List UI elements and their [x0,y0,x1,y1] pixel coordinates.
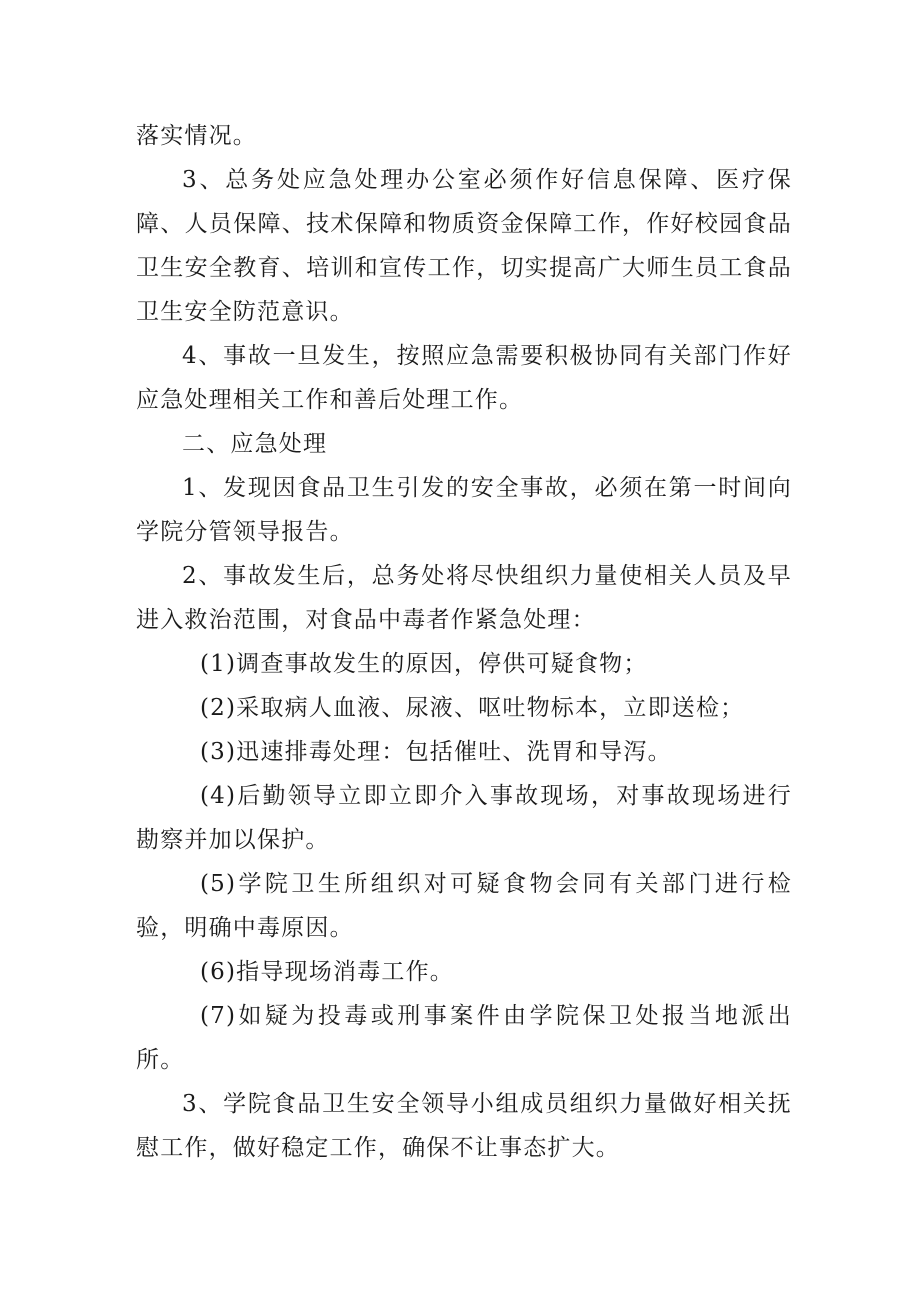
paragraph-continuation: 落实情况。 [136,123,257,149]
paragraph-item-3-final: 3、学院食品卫生安全领导小组成员组织力量做好相关抚慰工作，做好稳定工作，确保不让事态扩大。 [136,1091,792,1161]
sub-item-2: (2)采取病人血液、尿液、呕吐物标本，立即送检； [200,695,745,721]
sub-item-1: (1)调查事故发生的原因，停供可疑食物； [200,651,648,677]
sub-item-5: (5)学院卫生所组织对可疑食物会同有关部门进行检验，明确中毒原因。 [136,871,792,941]
paragraph-item-2: 2、事故发生后，总务处将尽快组织力量使相关人员及早进入救治范围，对食品中毒者作紧急处理： [136,563,792,633]
document-body [136,114,792,1170]
paragraph-item-4: 4、事故一旦发生，按照应急需要积极协同有关部门作好应急处理相关工作和善后处理工作。 [136,343,792,413]
paragraph-item-1: 1、发现因食品卫生引发的安全事故，必须在第一时间向学院分管领导报告。 [136,475,792,545]
section-heading-emergency: 二、应急处理 [182,431,328,457]
sub-item-3: (3)迅速排毒处理：包括催吐、洗胃和导泻。 [200,739,672,765]
sub-item-7: (7)如疑为投毒或刑事案件由学院保卫处报当地派出所。 [136,1003,792,1073]
sub-item-6: (6)指导现场消毒工作。 [200,959,454,985]
paragraph-item-3: 3、总务处应急处理办公室必须作好信息保障、医疗保障、人员保障、技术保障和物质资金保障工作，作好校园食品卫生安全教育、培训和宣传工作，切实提高广大师生员工食品卫生安全防范意识。 [136,167,792,325]
sub-item-4: (4)后勤领导立即立即介入事故现场，对事故现场进行勘察并加以保护。 [136,783,792,853]
